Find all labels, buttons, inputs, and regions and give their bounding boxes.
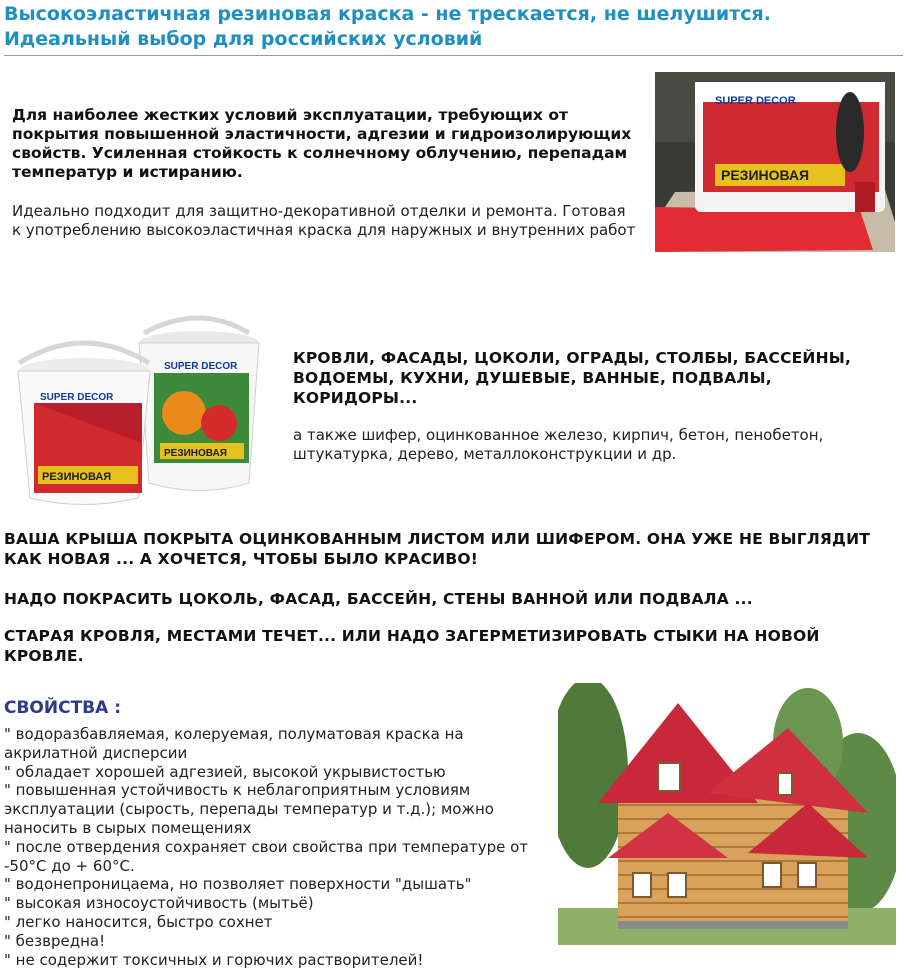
list-item: " не содержит токсичных и горючих растворителей! (4, 950, 424, 969)
statement-leak: СТАРАЯ КРОВЛЯ, МЕСТАМИ ТЕЧЕТ... ИЛИ НАДО ЗАГЕРМЕТИЗИРОВАТЬ СТЫКИ НА НОВОЙ КРОВЛЕ. (4, 627, 820, 665)
statement-roof: ВАША КРЫША ПОКРЫТА ОЦИНКОВАННЫМ ЛИСТОМ ИЛИ ШИФЕРОМ. ОНА УЖЕ НЕ ВЫГЛЯДИТ КАК НОВАЯ ... А ХОЧЕТСЯ, ЧТОБЫ БЫЛО КРАСИВО! (4, 530, 871, 568)
list-item: " легко наносится, быстро сохнет (4, 912, 273, 931)
log-house-photo (558, 683, 896, 945)
back-bucket-brand: SUPER DECOR (164, 361, 238, 372)
bucket-label-text: РЕЗИНОВАЯ (721, 167, 810, 183)
uses-bold-text: КРОВЛИ, ФАСАДЫ, ЦОКОЛИ, ОГРАДЫ, СТОЛБЫ, БАССЕЙНЫ, ВОДОЕМЫ, КУХНИ, ДУШЕВЫЕ, ВАННЫЕ, ПОДВАЛЫ, КОРИДОРЫ... (293, 349, 852, 407)
page-title (4, 2, 904, 52)
list-item: " водонепроницаема, но позволяет поверхности "дышать" (4, 875, 472, 894)
intro-bold-text: Для наиболее жестких условий эксплуатации, требующих от покрытия повышенной эластичности, адгезии и гидроизолирующих свойств. Усиленная стойкость к солнечному облучению, перепадам температур и истиранию. (12, 106, 632, 181)
list-item: " повышенная устойчивость к неблагоприятным условиям эксплуатации (сырость, перепады температур и т.д.); можно наносить в сырых помещениях (4, 781, 494, 837)
intro-normal-text: Идеально подходит для защитно-декоративной отделки и ремонта. Готовая к употреблению высокоэластичная краска для наружных и внутренних работ (12, 202, 636, 239)
front-bucket-label: РЕЗИНОВАЯ (42, 471, 112, 483)
list-item: " обладает хорошей адгезией, высокой укрывистостью (4, 762, 446, 781)
title-line-1: Высокоэластичная резиновая краска - не трескается, не шелушится. (4, 3, 771, 25)
uses-normal-text: а также шифер, оцинкованное железо, кирпич, бетон, пенобетон, штукатурка, дерево, металлоконструкции и др. (293, 426, 824, 463)
list-item: " высокая износоустойчивость (мытьё) (4, 894, 314, 913)
statement-paint: НАДО ПОКРАСИТЬ ЦОКОЛЬ, ФАСАД, БАССЕЙН, СТЕНЫ ВАННОЙ ИЛИ ПОДВАЛА ... (4, 590, 753, 608)
two-buckets-photo (14, 303, 276, 508)
bucket-brand-text: SUPER DECOR (715, 95, 796, 107)
title-line-2: Идеальный выбор для российских условий (4, 28, 483, 50)
back-bucket-label: РЕЗИНОВАЯ (164, 448, 227, 459)
title-divider (4, 55, 903, 56)
properties-list (4, 725, 559, 969)
list-item: " водоразбавляемая, колеруемая, полуматовая краска на акрилатной дисперсии (4, 725, 464, 762)
properties-title: СВОЙСТВА : (4, 698, 122, 718)
list-item: " после отвердения сохраняет свои свойства при температуре от -50°С до + 60°С. (4, 837, 529, 875)
list-item: " безвредна! (4, 931, 106, 950)
paint-bucket-photo (655, 72, 895, 252)
front-bucket-brand: SUPER DECOR (40, 392, 114, 403)
